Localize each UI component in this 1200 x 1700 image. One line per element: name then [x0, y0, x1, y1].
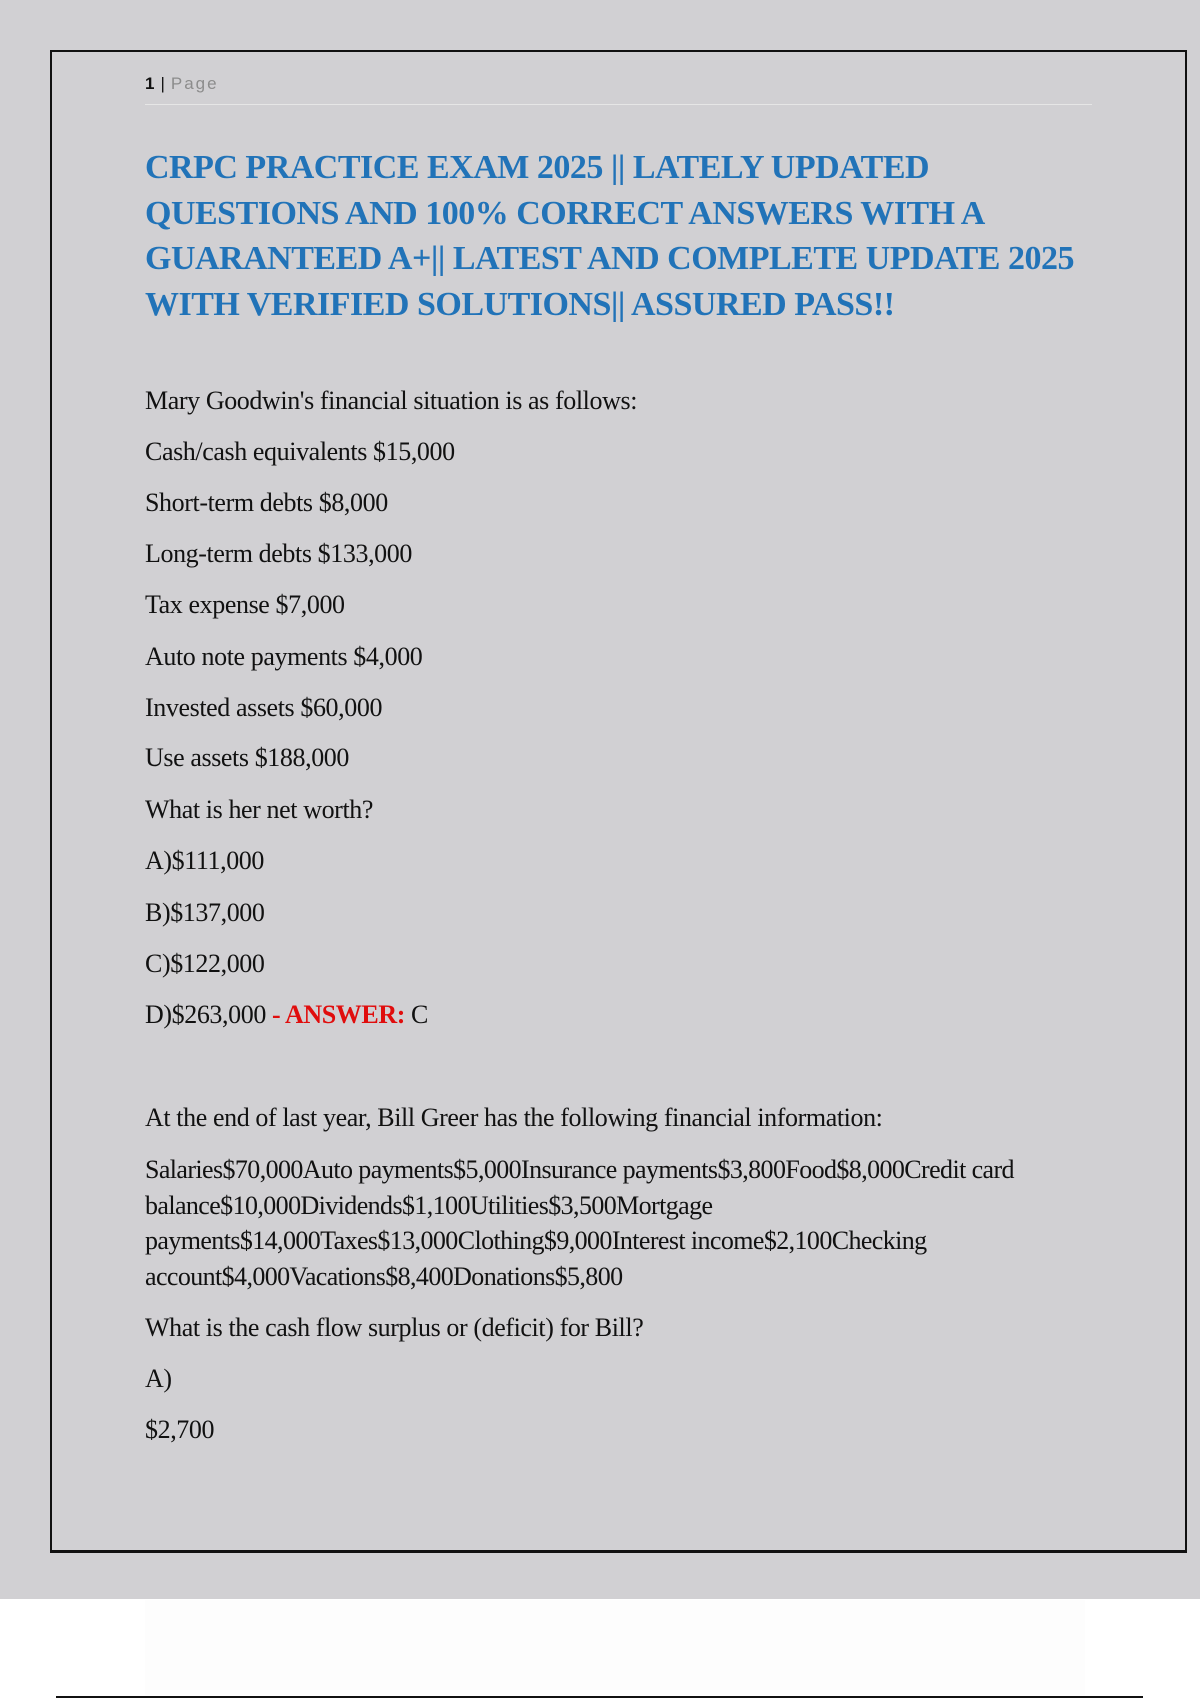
question1-option-d-row — [145, 1000, 428, 1030]
page-separator: | — [160, 74, 167, 93]
question2-intro: At the end of last year, Bill Greer has the following financial information: — [145, 1103, 883, 1132]
question1-item: Cash/cash equivalents $15,000 — [145, 437, 455, 466]
page-label: Page — [170, 74, 219, 93]
page-number: 1 — [145, 74, 157, 93]
document-title: CRPC PRACTICE EXAM 2025 || LATELY UPDATED QUESTIONS AND 100% CORRECT ANSWERS WITH A GUARANTEED A+|| LATEST AND COMPLETE UPDATE 2025 WITH VERIFIED SOLUTIONS|| ASSURED PASS!! — [145, 149, 1074, 323]
next-page-rule — [56, 1696, 1143, 1698]
question1-item: Use assets $188,000 — [145, 743, 349, 772]
question1-item: Invested assets $60,000 — [145, 693, 383, 722]
next-page-area — [145, 1600, 1085, 1695]
question1-option-a: A)$111,000 — [145, 846, 265, 875]
page-header — [145, 74, 219, 94]
question1-item: Long-term debts $133,000 — [145, 539, 412, 568]
question1-option-d: D)$263,000 — [145, 1000, 266, 1029]
answer-label: - ANSWER: — [265, 1000, 405, 1029]
question1-item: Auto note payments $4,000 — [145, 642, 423, 671]
question1-option-b: B)$137,000 — [145, 898, 265, 927]
question1-item: Short-term debts $8,000 — [145, 488, 388, 517]
question1-intro: Mary Goodwin's financial situation is as follows: — [145, 386, 638, 415]
question2-option-a-label: A) — [145, 1364, 172, 1393]
question1-option-c: C)$122,000 — [145, 949, 265, 978]
answer-value: C — [404, 1000, 428, 1029]
question1-item: Tax expense $7,000 — [145, 590, 345, 619]
header-divider — [145, 104, 1092, 105]
question2-details: Salaries$70,000Auto payments$5,000Insurance payments$3,800Food$8,000Credit card balance$10,000Dividends$1,100Utilities$3,500Mortgage payments$14,000Taxes$13,000Clothing$9,000Interest income$2,100Checking account$4,000Vacations$8,400Donations$5,800 — [145, 1155, 1014, 1291]
question2-option-a-value: $2,700 — [145, 1415, 215, 1444]
question1-question: What is her net worth? — [145, 795, 374, 824]
question2-question: What is the cash flow surplus or (deficit) for Bill? — [145, 1313, 644, 1342]
